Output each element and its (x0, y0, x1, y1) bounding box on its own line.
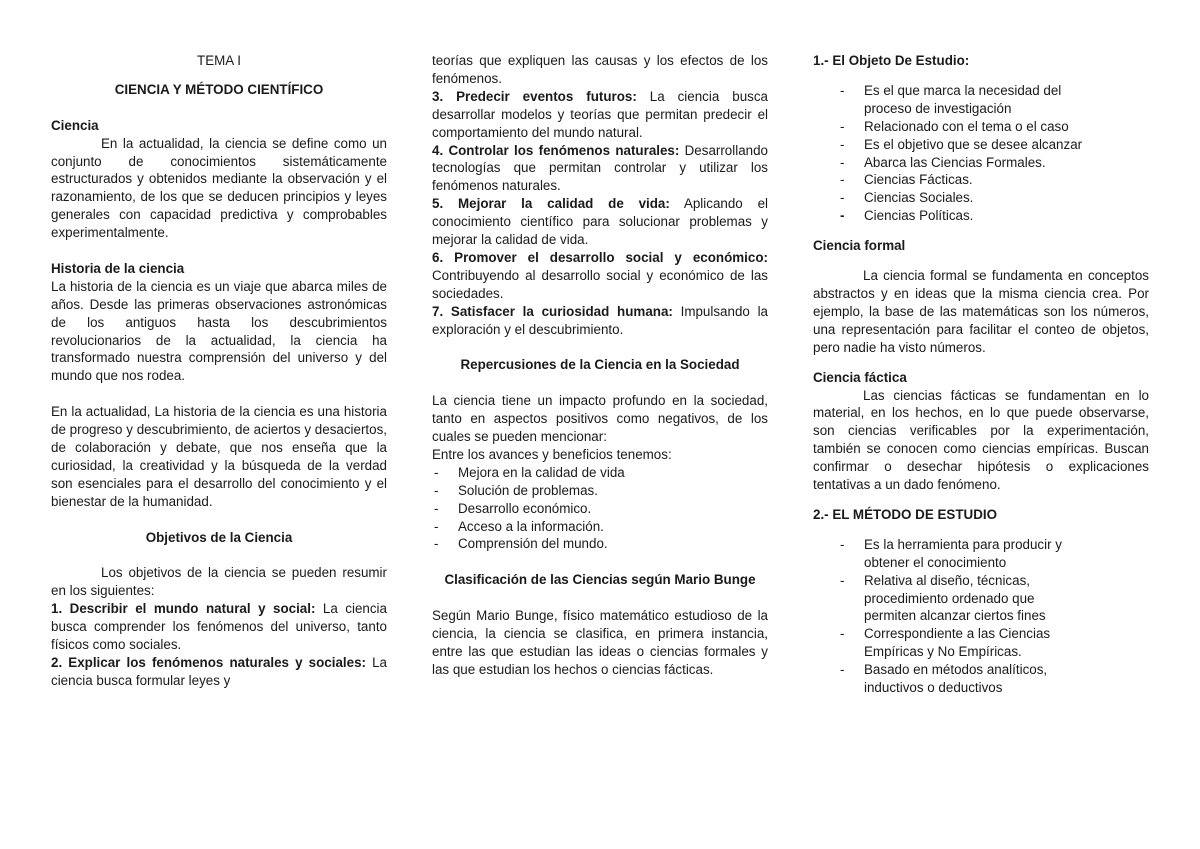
list-item: - Ciencias Políticas. (813, 207, 1089, 225)
list-item: - Acceso a la información. (432, 518, 768, 536)
list-item: - Solución de problemas. (432, 482, 768, 500)
objetivo-1 (51, 600, 387, 654)
ciencia-factica-paragraph: Las ciencias fácticas se fundamentan en lo material, en los hechos, en lo que puede observarse, son ciencias verificables por la experimentación, también se conocen como ciencias empíricas. Buscan confirmar o desechar hipótesis o explicaciones tentativas a un dado fenómeno. (813, 387, 1149, 493)
avances-list (432, 464, 768, 554)
list-item: - Mejora en la calidad de vida (432, 464, 768, 482)
historia-paragraph-2: En la actualidad, La historia de la ciencia es una historia de progreso y descubrimiento, de aciertos y desaciertos, de colaboración y debate, que nos enseña que la curiosidad, la creatividad y la búsqueda de la verdad son esenciales para el desarrollo del conocimiento y el bienestar de la humanidad. (51, 404, 387, 509)
column-1 (51, 52, 387, 690)
heading-clasificacion: Clasificación de las Ciencias según Mario Bunge (444, 572, 756, 588)
list-item: - Es el objetivo que se desee alcanzar (813, 136, 1089, 154)
heading-objetivos: Objetivos de la Ciencia (145, 529, 293, 545)
objetivo-2-text: La ciencia busca formular leyes y (51, 654, 388, 688)
objetivo-4 (432, 142, 768, 196)
list-item: - Comprensión del mundo. (432, 535, 768, 553)
objetivo-1-text: La ciencia busca comprender los fenómenos del universo, tanto físicos como sociales. (51, 601, 387, 652)
objetivo-4-label: 4. Controlar los fenómenos naturales: (432, 142, 680, 158)
avances-intro: Entre los avances y beneficios tenemos: (432, 446, 672, 462)
objetivo-3 (432, 88, 768, 142)
objetivos-intro: Los objetivos de la ciencia se pueden resumir en los siguientes: (51, 565, 387, 599)
list-item: - Desarrollo económico. (432, 500, 768, 518)
objetivo-4-text: Desarrollando tecnologías que permitan controlar y utilizar los fenómenos naturales. (432, 142, 768, 194)
document-title: CIENCIA Y MÉTODO CIENTÍFICO (114, 81, 324, 97)
objetivo-2 (51, 654, 387, 690)
metodo-list (813, 536, 1149, 697)
objetivo-7-label: 7. Satisfacer la curiosidad humana: (432, 303, 673, 319)
objetivo-7 (432, 303, 768, 339)
heading-ciencia-factica: Ciencia fáctica (813, 369, 907, 385)
objetivo-5 (432, 195, 768, 249)
objetivo-1-label: 1. Describir el mundo natural y social: (51, 601, 316, 617)
objetivo-2-continued: teorías que expliquen las causas y los efectos de los fenómenos. (432, 53, 768, 86)
list-item: - Es el que marca la necesidad del proceso de investigación (813, 82, 1089, 118)
objetivo-3-text: La ciencia busca desarrollar modelos y teorías que permitan predecir el comportamiento del mundo natural. (432, 88, 768, 140)
heading-metodo-estudio: 2.- EL MÉTODO DE ESTUDIO (813, 506, 998, 522)
objetivo-6-text: Contribuyendo al desarrollo social y económico de las sociedades. (432, 267, 768, 301)
repercusiones-paragraph: La ciencia tiene un impacto profundo en la sociedad, tanto en aspectos positivos como negativos, de los cuales se pueden mencionar: (432, 393, 768, 444)
ciencia-formal-paragraph: La ciencia formal se fundamenta en conceptos abstractos y en ideas que la misma ciencia crea. Por ejemplo, la base de las matemáticas son los números, una representación para facilitar el conteo de objetos, pero nadie ha visto números. (813, 268, 1149, 355)
historia-paragraph-1: La historia de la ciencia es un viaje que abarca miles de años. Desde las primeras observaciones astronómicas de los antiguos hasta los descubrimientos revolucionarios de la actualidad, la ciencia ha transformado nuestra comprensión del universo y del mundo que nos rodea. (51, 278, 387, 384)
clasificacion-paragraph: Según Mario Bunge, físico matemático estudioso de la ciencia, la ciencia se clasifica, en primera instancia, entre las que estudian las ideas o ciencias formales y las que estudian los hechos o ciencias fácticas. (432, 608, 768, 677)
heading-repercusiones: Repercusiones de la Ciencia en la Sociedad (460, 357, 740, 373)
objetivo-3-label: 3. Predecir eventos futuros: (432, 88, 637, 104)
column-3 (813, 52, 1149, 697)
list-item: - Relativa al diseño, técnicas, procedimiento ordenado que permiten alcanzar ciertos fines (813, 572, 1089, 626)
list-item: - Basado en métodos analíticos, inductivos o deductivos (813, 661, 1089, 697)
objetivo-2-label: 2. Explicar los fenómenos naturales y sociales: (51, 654, 366, 670)
list-item: - Es la herramienta para producir y obtener el conocimiento (813, 536, 1089, 572)
ciencia-paragraph: En la actualidad, la ciencia se define como un conjunto de conocimientos sistemáticamente estructurados y obtenidos mediante la observación y el razonamiento, de los que se deducen principios y leyes generales con capacidad predictiva y comprobables experimentalmente. (51, 135, 387, 241)
objetivo-5-text: Aplicando el conocimiento científico para solucionar problemas y mejorar la calidad de vida. (432, 196, 768, 248)
objetivo-7-text: Impulsando la exploración y el descubrimiento. (432, 303, 769, 337)
objeto-list (813, 82, 1149, 225)
list-item: - Ciencias Sociales. (813, 189, 1089, 207)
heading-ciencia-formal: Ciencia formal (813, 238, 906, 254)
column-2 (432, 52, 768, 679)
heading-historia: Historia de la ciencia (51, 260, 185, 276)
tema-label: TEMA I (197, 53, 241, 68)
objetivo-6-label: 6. Promover el desarrollo social y económico: (432, 249, 768, 265)
list-item: - Abarca las Ciencias Formales. (813, 154, 1089, 172)
objetivo-5-label: 5. Mejorar la calidad de vida: (432, 196, 670, 212)
heading-objeto-estudio: 1.- El Objeto De Estudio: (813, 53, 970, 68)
objetivo-6 (432, 249, 768, 303)
heading-ciencia: Ciencia (51, 117, 99, 133)
list-item: - Correspondiente a las Ciencias Empíricas y No Empíricas. (813, 625, 1089, 661)
list-item: - Ciencias Fácticas. (813, 171, 1089, 189)
list-item: - Relacionado con el tema o el caso (813, 118, 1089, 136)
